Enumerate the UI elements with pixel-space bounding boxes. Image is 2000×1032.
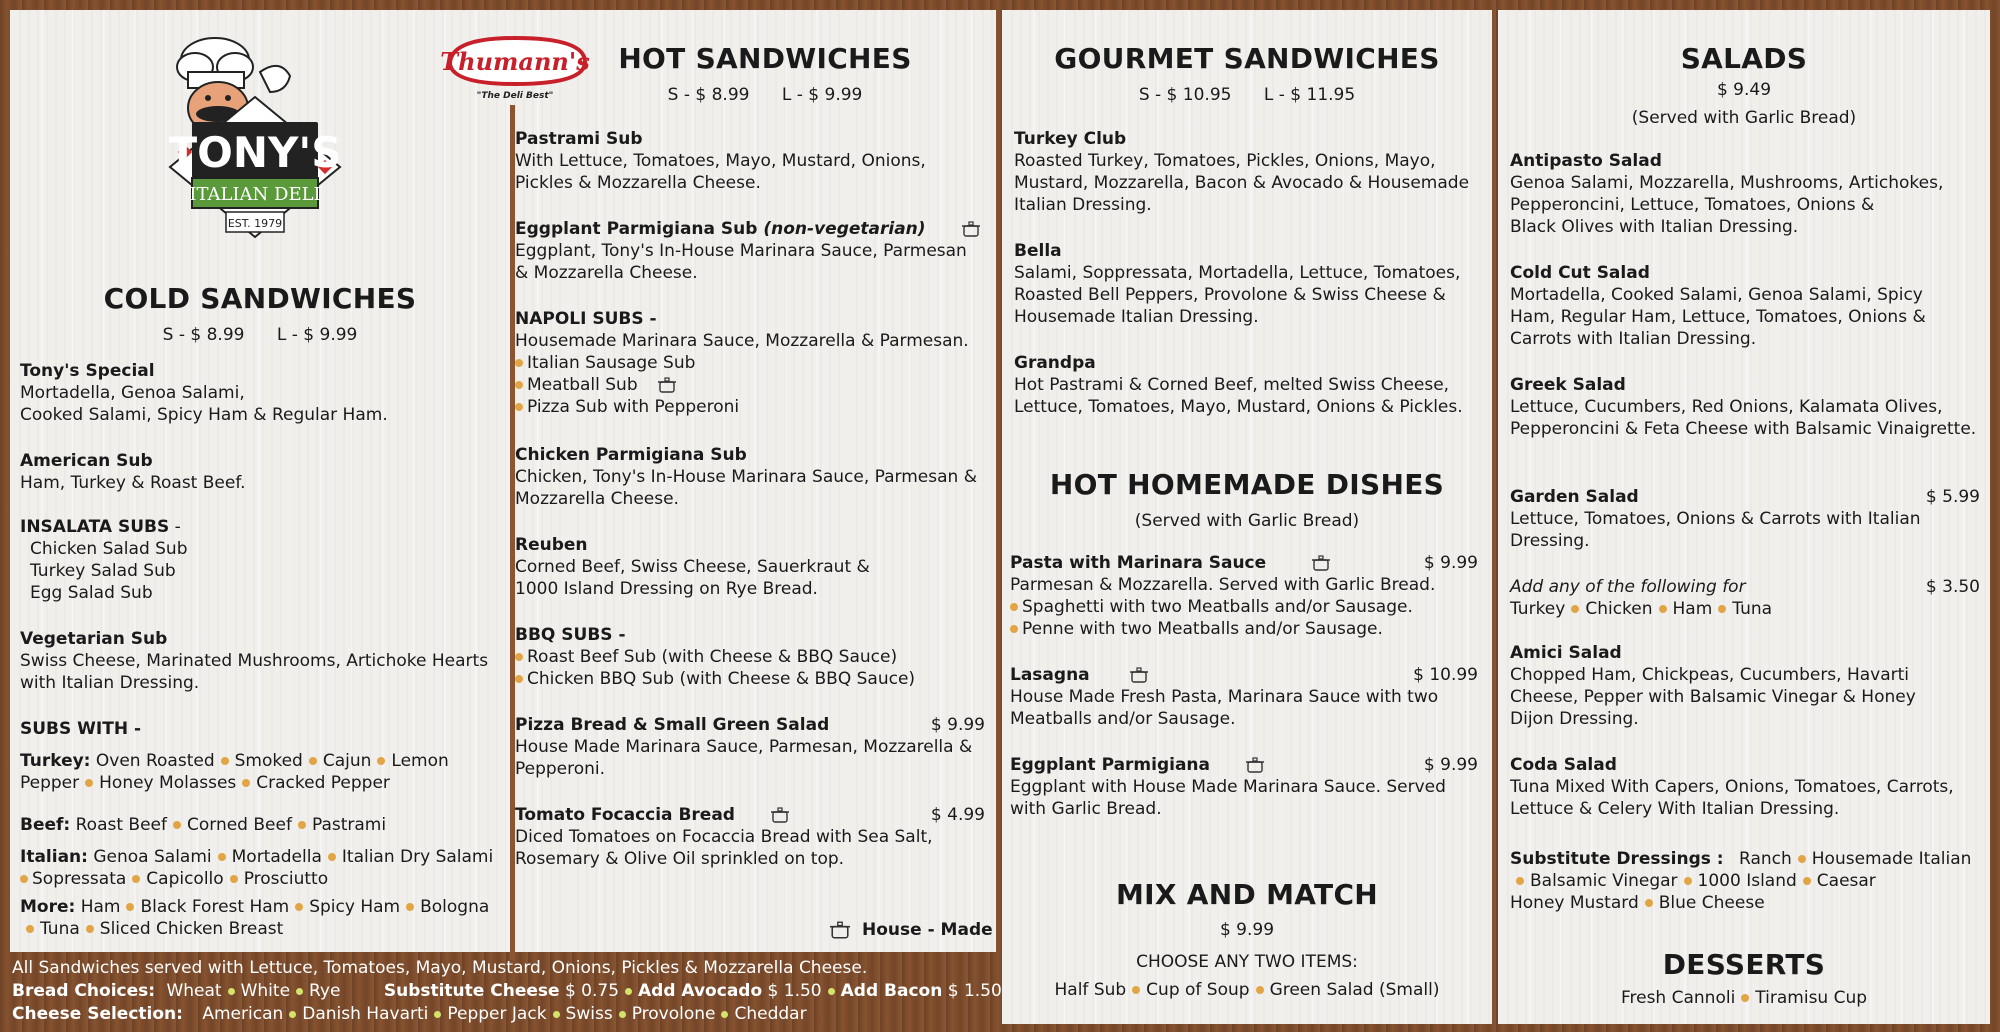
- item-desc: Genoa Salami, Mozzarella, Mushrooms, Artichokes,: [1510, 173, 1944, 193]
- add-on-item: Chicken: [1585, 599, 1653, 619]
- item-name: Antipasto Salad: [1510, 151, 1662, 171]
- item-name: Bella: [1014, 241, 1062, 261]
- item-name: Tomato Focaccia Bread: [515, 805, 735, 825]
- item-name: Lasagna: [1010, 665, 1090, 685]
- salads-title: SALADS: [1680, 42, 1808, 75]
- item-name: Pastrami Sub: [515, 129, 643, 149]
- item-price: $ 9.99: [1423, 755, 1478, 775]
- item-desc: Lettuce, Tomatoes, Onions & Carrots with Italian Dressing.: [1510, 509, 1921, 551]
- option: Cajun: [322, 751, 372, 771]
- option: Capicollo: [146, 869, 224, 889]
- list-item: Roast Beef Sub (with Cheese & BBQ Sauce): [527, 647, 898, 667]
- item-desc: Ham, Turkey & Roast Beef.: [20, 473, 246, 493]
- list-item: Chicken BBQ Sub (with Cheese & BBQ Sauce): [527, 669, 916, 689]
- option: Pastrami: [311, 815, 387, 835]
- tonys-special: [20, 360, 500, 426]
- dressing-option: 1000 Island: [1697, 871, 1797, 891]
- pasta-marinara: [1010, 552, 1478, 640]
- napoli-subs: [515, 308, 985, 418]
- cheese-option: Swiss: [565, 1004, 613, 1024]
- item-desc: Chicken, Tony's In-House Marinara Sauce, Parmesan & Mozzarella Cheese.: [515, 467, 977, 509]
- cooking-pot-icon: [1312, 555, 1330, 571]
- item-desc: Corned Beef, Swiss Cheese, Sauerkraut &: [515, 557, 870, 577]
- list-item: Chicken Salad Sub: [30, 539, 188, 559]
- mix-items: [1002, 980, 1492, 1000]
- option: Roast Beef: [75, 815, 167, 835]
- eggplant-parmigiana-sub: [515, 218, 985, 284]
- option: Corned Beef: [186, 815, 292, 835]
- subs-with: [20, 718, 505, 740]
- item-desc: Diced Tomatoes on Focaccia Bread with Sea Salt, Rosemary & Olive Oil sprinkled on top.: [515, 827, 933, 869]
- bread-option: Wheat: [166, 981, 222, 1001]
- item-desc: With Lettuce, Tomatoes, Mayo, Mustard, Onions, Pickles & Mozzarella Cheese.: [515, 151, 926, 193]
- item-desc: Housemade Marinara Sauce, Mozzarella & Parmesan.: [515, 331, 969, 351]
- salads-price: $ 9.49: [1716, 80, 1772, 100]
- pizza-bread: [515, 714, 985, 780]
- legend-label: House - Made: [862, 920, 993, 940]
- gourmet-sandwiches-title: GOURMET SANDWICHES: [1054, 42, 1440, 75]
- cold-cut-salad: [1510, 262, 1950, 350]
- option-label: More:: [20, 897, 76, 917]
- option-label: Italian:: [20, 847, 88, 867]
- item-name: BBQ SUBS: [515, 625, 613, 645]
- option: Tuna: [40, 919, 80, 939]
- gourmet-homemade-panel: [1002, 10, 1492, 1024]
- option: Spicy Ham: [309, 897, 401, 917]
- option: Italian Dry Salami: [341, 847, 494, 867]
- list-item: Penne with two Meatballs and/or Sausage.: [1022, 619, 1383, 639]
- option: Oven Roasted: [95, 751, 215, 771]
- option-label: Turkey:: [20, 751, 91, 771]
- cooking-pot-icon: [830, 921, 850, 939]
- cheese-selection-line: [12, 1003, 1002, 1026]
- add-on-item: Tuna: [1732, 599, 1773, 619]
- item-dash: -: [643, 309, 657, 329]
- substitute-cheese-label: Substitute Cheese: [383, 981, 560, 1001]
- item-name: Garden Salad: [1510, 487, 1639, 507]
- item-name: INSALATA SUBS: [20, 517, 170, 537]
- item-desc: Eggplant with House Made Marinara Sauce. Served with Garlic Bread.: [1010, 777, 1446, 819]
- dressing-option: Caesar: [1816, 871, 1876, 891]
- salads-subtitle: (Served with Garlic Bread): [1631, 108, 1857, 128]
- mix-price: $ 9.99: [1219, 920, 1275, 940]
- item-price: $ 9.99: [1423, 553, 1478, 573]
- american-sub: [20, 450, 500, 494]
- dressing-option: Blue Cheese: [1658, 893, 1765, 913]
- cheese-option: Provolone: [631, 1004, 716, 1024]
- item-name: Tony's Special: [20, 361, 155, 381]
- turkey-club: [1014, 128, 1484, 216]
- cheese-option: Cheddar: [734, 1004, 807, 1024]
- item-desc: Mortadella, Genoa Salami,: [20, 383, 245, 403]
- cheese-option: American: [202, 1004, 284, 1024]
- lasagna: [1010, 664, 1478, 730]
- item-note: (non-vegetarian): [763, 219, 926, 239]
- dressing-option: Ranch: [1739, 849, 1792, 869]
- item-desc: House Made Marinara Sauce, Parmesan, Mozzarella & Pepperoni.: [515, 737, 973, 779]
- item-desc: Roasted Turkey, Tomatoes, Pickles, Onions, Mayo, Mustard, Mozzarella, Bacon & Avocado & Housemade Italian Dressing.: [1014, 151, 1470, 215]
- dressings-label: Substitute Dressings :: [1510, 849, 1724, 869]
- chicken-parmigiana-sub: [515, 444, 985, 510]
- item-name: Greek Salad: [1510, 375, 1626, 395]
- add-on-text: Add any of the following for: [1510, 577, 1746, 597]
- cheese-option: Pepper Jack: [447, 1004, 547, 1024]
- mix-item: Cup of Soup: [1146, 980, 1250, 1000]
- hot-prices: S - $ 8.99 L - $ 9.99: [667, 85, 863, 105]
- item-price: $ 9.99: [930, 715, 985, 735]
- coda-salad: [1510, 754, 1980, 820]
- tonys-logo: [140, 22, 370, 258]
- desserts-title: DESSERTS: [1662, 948, 1826, 981]
- bread-option: White: [240, 981, 291, 1001]
- italian-options: [20, 846, 505, 890]
- cold-hot-panel: [10, 10, 996, 952]
- item-desc: Parmesan & Mozzarella. Served with Garlic Bread.: [1010, 575, 1436, 595]
- beef-options: [20, 814, 505, 836]
- item-dash: -: [169, 517, 181, 537]
- gourmet-prices: S - $ 10.95 L - $ 11.95: [1138, 85, 1356, 105]
- turkey-options: [20, 750, 505, 794]
- bacon-label: Add Bacon: [840, 981, 943, 1001]
- option: Ham: [80, 897, 121, 917]
- item-name: Pizza Bread & Small Green Salad: [515, 715, 830, 735]
- cooking-pot-icon: [1246, 757, 1264, 773]
- avocado-label: Add Avocado: [638, 981, 763, 1001]
- salad-add-ons: [1510, 576, 1980, 620]
- item-desc: Mortadella, Cooked Salami, Genoa Salami, Spicy Ham, Regular Ham, Lettuce, Tomatoes, Onions & Carrots with Italian Dressing.: [1510, 285, 1926, 349]
- list-item: Spaghetti with two Meatballs and/or Sausage.: [1022, 597, 1413, 617]
- item-name: Chicken Parmigiana Sub: [515, 445, 747, 465]
- dressing-option: Housemade Italian: [1811, 849, 1972, 869]
- tomato-focaccia: [515, 804, 985, 870]
- house-made-legend: [830, 919, 1000, 941]
- item-price: $ 4.99: [930, 805, 985, 825]
- option: Sopressata: [32, 869, 127, 889]
- substitute-dressings: [1510, 848, 1988, 914]
- item-name: Eggplant Parmigiana: [1010, 755, 1211, 775]
- grandpa: [1014, 352, 1484, 418]
- bread-choices-line: [12, 980, 1002, 1003]
- antipasto-salad: [1510, 150, 1980, 238]
- served-note: All Sandwiches served with Lettuce, Tomatoes, Mayo, Mustard, Onions, Pickles & Mozzarella Cheese.: [12, 958, 868, 978]
- cooking-pot-icon: [962, 221, 980, 237]
- option: Honey Molasses: [99, 773, 237, 793]
- item-price: $ 5.99: [1925, 487, 1980, 507]
- dressing-option: Honey Mustard: [1510, 893, 1639, 913]
- option: Cracked Pepper: [256, 773, 390, 793]
- option: Black Forest Ham: [140, 897, 290, 917]
- option: Smoked: [234, 751, 303, 771]
- dressing-option: Balsamic Vinegar: [1530, 871, 1678, 891]
- add-on-item: Ham: [1672, 599, 1713, 619]
- cooking-pot-icon: [658, 377, 676, 393]
- item-name: Grandpa: [1014, 353, 1096, 373]
- list-item: Turkey Salad Sub: [30, 561, 176, 581]
- item-name: Coda Salad: [1510, 755, 1617, 775]
- insalata-subs-list: [20, 516, 500, 604]
- footer: [12, 957, 1002, 1026]
- option: Genoa Salami: [93, 847, 212, 867]
- substitute-cheese-price: $ 0.75: [564, 981, 620, 1001]
- item-desc: 1000 Island Dressing on Rye Bread.: [515, 579, 818, 599]
- option: Bologna: [420, 897, 490, 917]
- item-name: Turkey Club: [1014, 129, 1127, 149]
- item-desc: Cooked Salami, Spicy Ham & Regular Ham.: [20, 405, 388, 425]
- option: Mortadella: [231, 847, 322, 867]
- add-on-price: $ 3.50: [1925, 577, 1980, 597]
- item-desc: Hot Pastrami & Corned Beef, melted Swiss Cheese, Lettuce, Tomatoes, Mayo, Mustard, Onions & Pickles.: [1014, 375, 1463, 417]
- item-desc: Eggplant, Tony's In-House Marinara Sauce, Parmesan & Mozzarella Cheese.: [515, 241, 967, 283]
- item-price: $ 10.99: [1413, 665, 1478, 685]
- homemade-subtitle: (Served with Garlic Bread): [1134, 511, 1360, 531]
- item-name: Reuben: [515, 535, 588, 555]
- list-item: Italian Sausage Sub: [527, 353, 696, 373]
- item-name: Amici Salad: [1510, 643, 1622, 663]
- desserts-items: [1498, 988, 1990, 1008]
- garden-salad: [1510, 486, 1980, 552]
- option-label: Beef:: [20, 815, 71, 835]
- cooking-pot-icon: [1130, 667, 1148, 683]
- logo-subtitle: ITALIAN DELI: [189, 184, 321, 205]
- item-desc: Black Olives with Italian Dressing.: [1510, 217, 1799, 237]
- item-desc: Swiss Cheese, Marinated Mushrooms, Artichoke Hearts with Italian Dressing.: [20, 651, 489, 693]
- hot-homemade-title: HOT HOMEMADE DISHES: [1049, 468, 1445, 501]
- logo-est: EST. 1979: [227, 217, 283, 230]
- amici-salad: [1510, 642, 1955, 730]
- reuben: [515, 534, 985, 600]
- bread-label: Bread Choices:: [12, 981, 156, 1001]
- dessert-item: Tiramisu Cup: [1755, 988, 1868, 1008]
- item-desc: Pepperoncini, Lettuce, Tomatoes, Onions &: [1510, 195, 1875, 215]
- item-name: NAPOLI SUBS: [515, 309, 644, 329]
- greek-salad: [1510, 374, 1980, 440]
- list-item: Pizza Sub with Pepperoni: [527, 397, 740, 417]
- mix-and-match-title: MIX AND MATCH: [1115, 878, 1379, 911]
- cold-prices: S - $ 8.99 L - $ 9.99: [162, 325, 358, 345]
- brand-tagline: "The Deli Best": [476, 91, 554, 101]
- item-name: Eggplant Parmigiana Sub: [515, 219, 758, 239]
- option: Lemon Pepper: [20, 751, 449, 793]
- section-label: SUBS WITH -: [20, 719, 142, 739]
- more-options: [20, 896, 505, 940]
- brand-name: Thumann's: [440, 47, 590, 76]
- bbq-subs: [515, 624, 985, 690]
- mix-choose: CHOOSE ANY TWO ITEMS:: [1136, 952, 1358, 972]
- add-on-item: Turkey: [1510, 599, 1566, 619]
- cheese-label: Cheese Selection:: [12, 1004, 183, 1024]
- mix-item: Half Sub: [1054, 980, 1127, 1000]
- item-desc: Salami, Soppressata, Mortadella, Lettuce, Tomatoes, Roasted Bell Peppers, Provolone & Swiss Cheese & Housemade Italian Dressing.: [1014, 263, 1461, 327]
- option: Sliced Chicken Breast: [99, 919, 284, 939]
- option: Prosciutto: [243, 869, 329, 889]
- bella: [1014, 240, 1484, 328]
- cold-sandwiches-title: COLD SANDWICHES: [103, 282, 417, 315]
- dessert-item: Fresh Cannoli: [1620, 988, 1736, 1008]
- avocado-price: $ 1.50: [767, 981, 822, 1001]
- item-name: Cold Cut Salad: [1510, 263, 1650, 283]
- item-desc: Lettuce, Cucumbers, Red Onions, Kalamata Olives, Pepperoncini & Feta Cheese with Balsamic Vinaigrette.: [1510, 397, 1977, 439]
- cheese-option: Danish Havarti: [302, 1004, 429, 1024]
- item-dash: -: [612, 625, 626, 645]
- eggplant-parmigiana: [1010, 754, 1478, 820]
- bread-option: Rye: [309, 981, 341, 1001]
- list-item: Meatball Sub: [527, 375, 638, 395]
- salads-desserts-panel: [1498, 10, 1990, 1024]
- cooking-pot-icon: [771, 807, 789, 823]
- hot-sandwiches-title: HOT SANDWICHES: [618, 42, 912, 75]
- item-desc: Chopped Ham, Chickpeas, Cucumbers, Havarti Cheese, Pepper with Balsamic Vinegar & Honey Dijon Dressing.: [1510, 665, 1916, 729]
- logo-name: TONY'S: [168, 128, 342, 177]
- pastrami-sub: [515, 128, 985, 194]
- item-name: Vegetarian Sub: [20, 629, 168, 649]
- vegetarian-sub: [20, 628, 500, 694]
- item-name: Pasta with Marinara Sauce: [1010, 553, 1267, 573]
- item-desc: House Made Fresh Pasta, Marinara Sauce with two Meatballs and/or Sausage.: [1010, 687, 1439, 729]
- mix-item: Green Salad (Small): [1269, 980, 1440, 1000]
- bacon-price: $ 1.50: [947, 981, 1002, 1001]
- list-item: Egg Salad Sub: [30, 583, 153, 603]
- item-name: American Sub: [20, 451, 153, 471]
- item-desc: Tuna Mixed With Capers, Onions, Tomatoes, Carrots, Lettuce & Celery With Italian Dressing.: [1510, 777, 1954, 819]
